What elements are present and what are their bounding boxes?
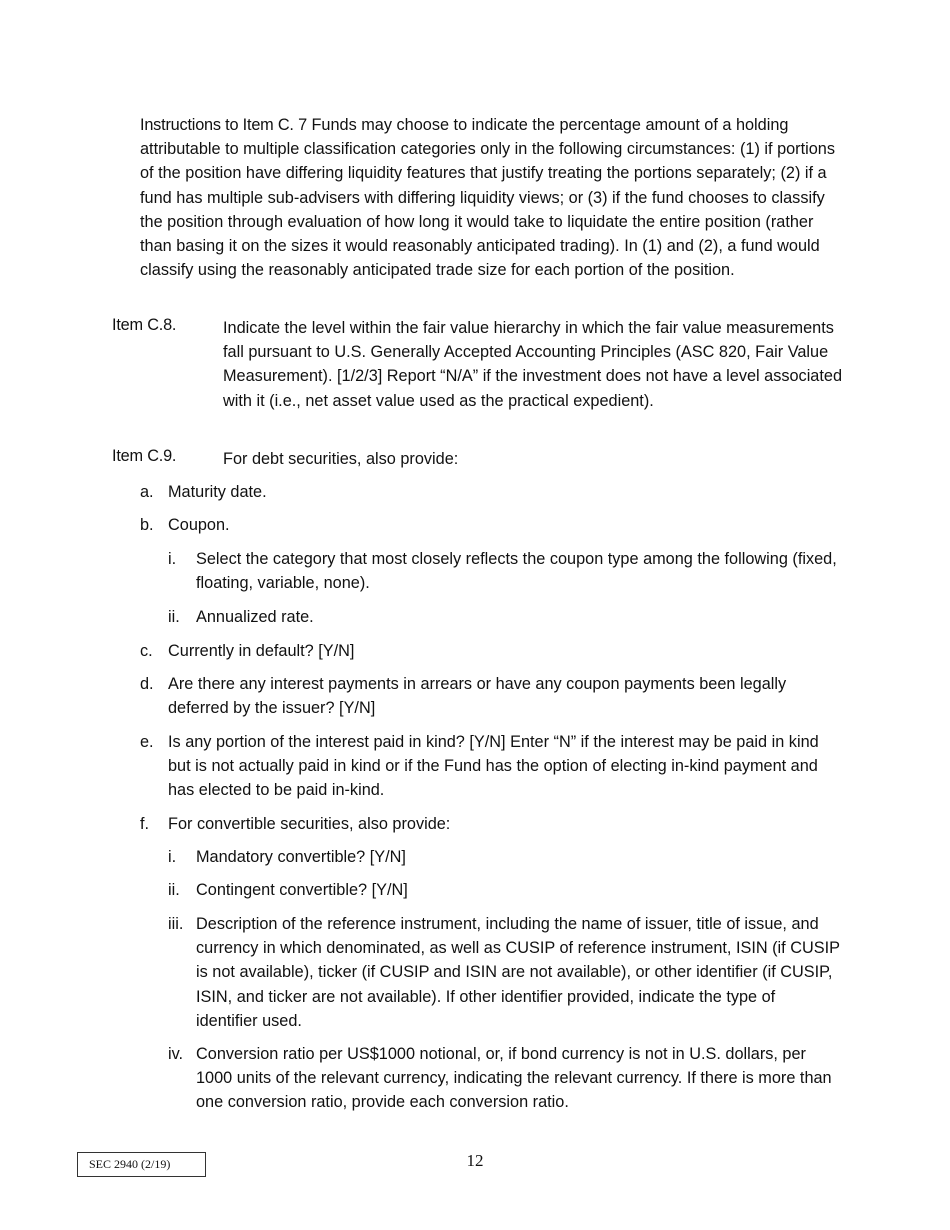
list-item-d-text: Are there any interest payments in arrears or have any coupon payments been legally deferred by the issuer? [Y/N] bbox=[168, 675, 787, 718]
list-marker: d. bbox=[140, 675, 154, 693]
item-c8-label: Item C.8. bbox=[112, 316, 177, 334]
item-c8-text: Indicate the level within the fair value hierarchy in which the fair value measurements fall pursuant to U.S. Generally Accepted Accounting Principles (ASC 820, Fair Value Measurement). [1/2/3] Report “N/A” if the investment does not have a level associated with it (i.e., net asset value used as the practical expedient). bbox=[223, 319, 842, 410]
item-c9-text: For debt securities, also provide: bbox=[223, 450, 459, 468]
list-item-f-i-text: Mandatory convertible? [Y/N] bbox=[196, 848, 406, 866]
form-id-box: SEC 2940 (2/19) bbox=[77, 1152, 206, 1177]
list-item-a-text: Maturity date. bbox=[168, 483, 267, 501]
list-marker: iii. bbox=[168, 915, 184, 933]
list-marker: iv. bbox=[168, 1045, 184, 1063]
list-marker: a. bbox=[140, 483, 154, 501]
instructions-item-c7 bbox=[140, 113, 845, 282]
list-marker: i. bbox=[168, 848, 177, 866]
list-item-b-text: Coupon. bbox=[168, 516, 230, 534]
list-marker: c. bbox=[140, 642, 153, 660]
instructions-label: Instructions to Item C. 7 bbox=[140, 116, 307, 134]
list-marker: ii. bbox=[168, 608, 180, 626]
list-item-b-ii-text: Annualized rate. bbox=[196, 608, 314, 626]
list-item-c-text: Currently in default? [Y/N] bbox=[168, 642, 355, 660]
list-item-b-i-text: Select the category that most closely reflects the coupon type among the following (fixed, floating, variable, none). bbox=[196, 550, 837, 593]
list-item-f-iv-text: Conversion ratio per US$1000 notional, or, if bond currency is not in U.S. dollars, per 1000 units of the relevant currency, indicating the relevant currency. If there is more than one conversion ratio, provide each conversion ratio. bbox=[196, 1045, 832, 1112]
list-item-e-text: Is any portion of the interest paid in kind? [Y/N] Enter “N” if the interest may be paid in kind but is not actually paid in kind or if the Fund has the option of electing in-kind payment and has elected to be paid in-kind. bbox=[168, 733, 819, 800]
list-marker: e. bbox=[140, 733, 154, 751]
list-marker: b. bbox=[140, 516, 154, 534]
list-marker: ii. bbox=[168, 881, 180, 899]
list-marker: i. bbox=[168, 550, 177, 568]
list-marker: f. bbox=[140, 815, 150, 833]
list-item-f-iii-text: Description of the reference instrument, including the name of issuer, title of issue, and currency in which denominated, as well as CUSIP of reference instrument, ISIN (if CUSIP is not available), ticker (if CUSIP and ISIN are not available), or other identifier (if CUSIP, ISIN, and ticker are not available). If other identifier provided, indicate the type of identifier used. bbox=[196, 915, 840, 1030]
page-number: 12 bbox=[466, 1151, 484, 1170]
list-item-f-text: For convertible securities, also provide: bbox=[168, 815, 451, 833]
item-c9-label: Item C.9. bbox=[112, 447, 177, 465]
list-item-f-ii-text: Contingent convertible? [Y/N] bbox=[196, 881, 408, 899]
instructions-text: Funds may choose to indicate the percentage amount of a holding attributable to multiple classification categories only in the following circumstances: (1) if portions of the position have differing liquidity features that justify treating the portions separately; (2) if a fund has multiple sub-advisers with differing liquidity views; or (3) if the fund chooses to classify the position through evaluation of how long it would take to liquidate the entire position (rather than basing it on the sizes it would reasonably anticipated trading). In (1) and (2), a fund would classify using the reasonably anticipated trade size for each portion of the position. bbox=[140, 116, 835, 280]
